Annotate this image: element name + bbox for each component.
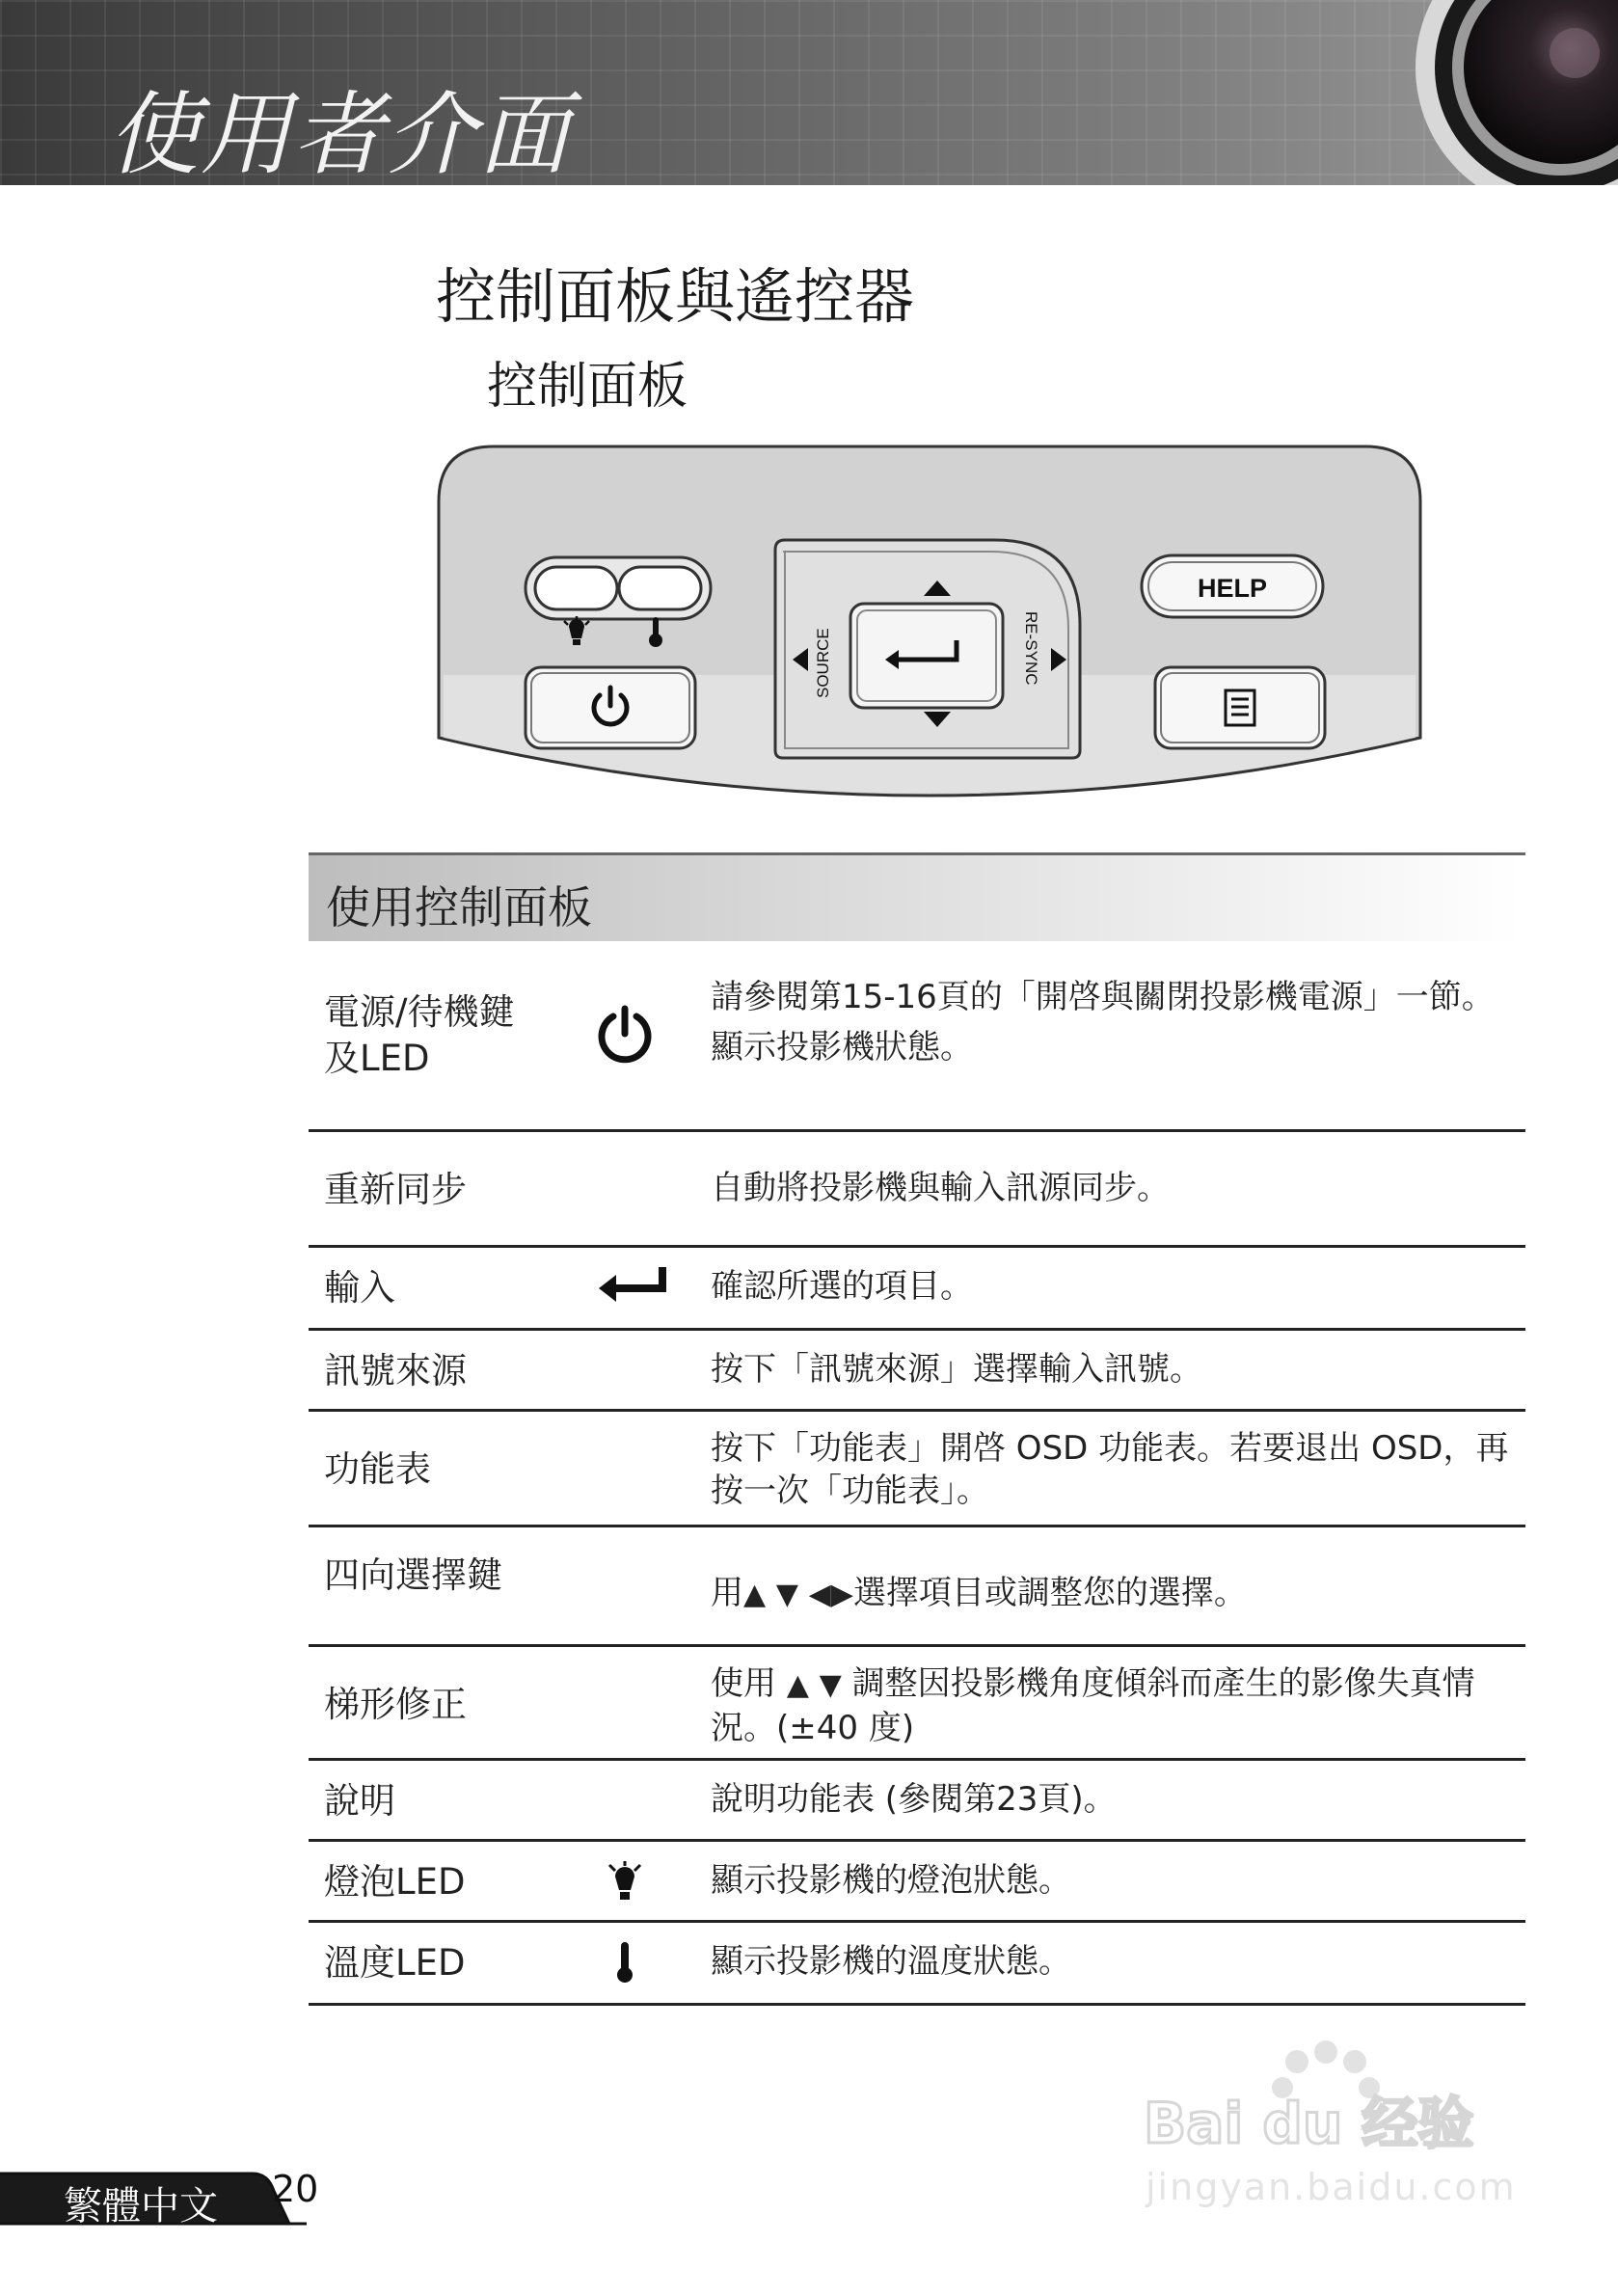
section-title: 控制面板與遙控器 xyxy=(436,261,915,332)
row-label: 重新同步 xyxy=(324,1169,467,1210)
row-description: 按下「功能表」開啓 OSD 功能表。若要退出 OSD，再按一次「功能表」。 xyxy=(711,1429,1509,1510)
row-label: 電源/待機鍵 及LED xyxy=(324,991,515,1079)
lamp-icon xyxy=(590,1861,660,1907)
page-title: 使用者介面 xyxy=(108,83,572,188)
row-description: 用▲ ▼ ◀▶選擇項目或調整您的選擇。 xyxy=(711,1574,1247,1612)
table-row-source xyxy=(309,1331,1525,1412)
row-label: 溫度LED xyxy=(324,1942,466,1984)
power-icon xyxy=(590,1005,660,1070)
table-row-keystone xyxy=(309,1647,1525,1761)
help-label: HELP xyxy=(1197,574,1268,603)
down-arrow-icon: ▼ xyxy=(775,1578,798,1611)
row-label: 說明 xyxy=(324,1780,395,1822)
up-arrow-icon: ▲ xyxy=(786,1668,809,1702)
row-description: 按下「訊號來源」選擇輸入訊號。 xyxy=(711,1350,1202,1389)
baidu-watermark-logo xyxy=(1138,2035,1524,2160)
footer-language: 繁體中文 xyxy=(64,2184,218,2228)
table-heading-text: 使用控制面板 xyxy=(326,881,592,933)
header-banner xyxy=(0,0,1618,188)
row-label: 四向選擇鍵 xyxy=(324,1554,502,1596)
table-row-power xyxy=(309,941,1525,1132)
enter-button[interactable] xyxy=(850,604,1003,708)
table-row-resync xyxy=(309,1132,1525,1248)
row-description: 確認所選的項目。 xyxy=(711,1267,973,1306)
enter-icon xyxy=(594,1263,677,1310)
row-label: 功能表 xyxy=(324,1448,431,1490)
table-row-menu xyxy=(309,1412,1525,1527)
led-indicator-group xyxy=(526,557,711,619)
resync-label: RE-SYNC xyxy=(1022,611,1040,686)
row-description: 請參閱第15-16頁的「開啓與關閉投影機電源」一節。 顯示投影機狀態。 xyxy=(711,978,1495,1067)
row-description: 說明功能表 (參閱第23頁)。 xyxy=(711,1780,1117,1819)
left-arrow-icon: ◀ xyxy=(808,1578,831,1611)
row-description: 自動將投影機與輸入訊源同步。 xyxy=(711,1169,1170,1207)
subsection-title: 控制面板 xyxy=(487,358,688,416)
table-row-four-way xyxy=(309,1527,1525,1647)
page-number: 20 xyxy=(272,2168,319,2210)
power-button[interactable] xyxy=(526,667,695,748)
row-description: 顯示投影機的溫度狀態。 xyxy=(711,1942,1071,1981)
help-button[interactable] xyxy=(1142,555,1323,617)
table-row-enter xyxy=(309,1248,1525,1331)
right-arrow-icon: ▶ xyxy=(830,1578,853,1611)
table-row-temp-led xyxy=(309,1923,1525,2006)
control-panel-diagram xyxy=(436,444,1423,802)
table-row-lamp-led xyxy=(309,1842,1525,1923)
projector-lens-image xyxy=(1396,0,1618,185)
row-description: 顯示投影機的燈泡狀態。 xyxy=(711,1861,1071,1900)
watermark-brand: Bai du 经验 xyxy=(1144,2091,1474,2156)
row-label: 輸入 xyxy=(324,1267,395,1309)
source-label: SOURCE xyxy=(814,628,832,698)
row-label: 梯形修正 xyxy=(324,1684,467,1725)
up-arrow-icon: ▲ xyxy=(743,1578,767,1611)
row-label: 燈泡LED xyxy=(324,1861,466,1903)
table-row-help xyxy=(309,1761,1525,1842)
down-arrow-icon: ▼ xyxy=(819,1668,842,1702)
menu-button[interactable] xyxy=(1155,667,1325,748)
thermometer-icon xyxy=(590,1940,660,1988)
table-heading xyxy=(309,852,1525,941)
row-label: 訊號來源 xyxy=(324,1350,467,1391)
watermark-url: jingyan.baidu.com xyxy=(1146,2166,1517,2208)
row-description: 使用 ▲ ▼ 調整因投影機角度傾斜而產生的影像失真情況。(±40 度) xyxy=(711,1664,1475,1747)
